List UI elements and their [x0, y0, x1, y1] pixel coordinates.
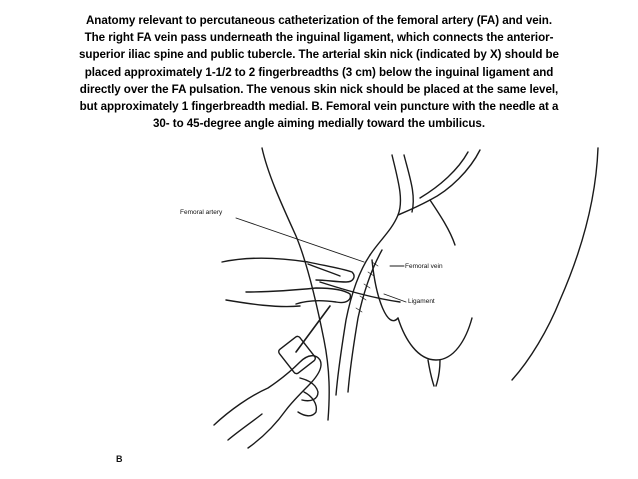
caption-line: but approximately 1 fingerbreadth medial. B. Femoral vein puncture with the needle at a — [79, 100, 559, 114]
femoral-vein-vessel — [348, 250, 382, 392]
iliac-vessel-right — [398, 150, 480, 215]
label-ligament: Ligament — [408, 298, 435, 305]
caption-line: placed approximately 1-1/2 to 2 fingerbreadths (3 cm) below the inguinal ligament and — [84, 65, 554, 79]
inguinal-ligament — [320, 282, 400, 302]
lower-hand — [214, 356, 321, 448]
torso-right-outline — [512, 148, 598, 380]
caption-line: 30- to 45-degree angle aiming medially toward the umbilicus. — [152, 117, 485, 131]
pubic-outline — [398, 318, 472, 360]
label-femoral-artery: Femoral artery — [180, 209, 223, 216]
panel-label: B — [116, 454, 123, 464]
caption-line: The right FA vein pass underneath the inguinal ligament, which connects the anterior- — [84, 31, 554, 45]
syringe-body — [278, 335, 317, 375]
iliac-vessel-left — [370, 155, 400, 255]
upper-hand — [222, 258, 354, 282]
torso-left-outline — [262, 148, 329, 420]
caption-line: directly over the FA pulsation. The venous skin nick should be placed at the same level, — [79, 82, 559, 96]
caption-line: Anatomy relevant to percutaneous catheterization of the femoral artery (FA) and vein. — [85, 14, 553, 27]
label-femoral-vein: Femoral vein — [405, 263, 443, 270]
caption-line: superior iliac spine and public tubercle. The arterial skin nick (indicated by X) should be — [79, 48, 559, 62]
femoral-artery-vessel — [336, 255, 370, 395]
